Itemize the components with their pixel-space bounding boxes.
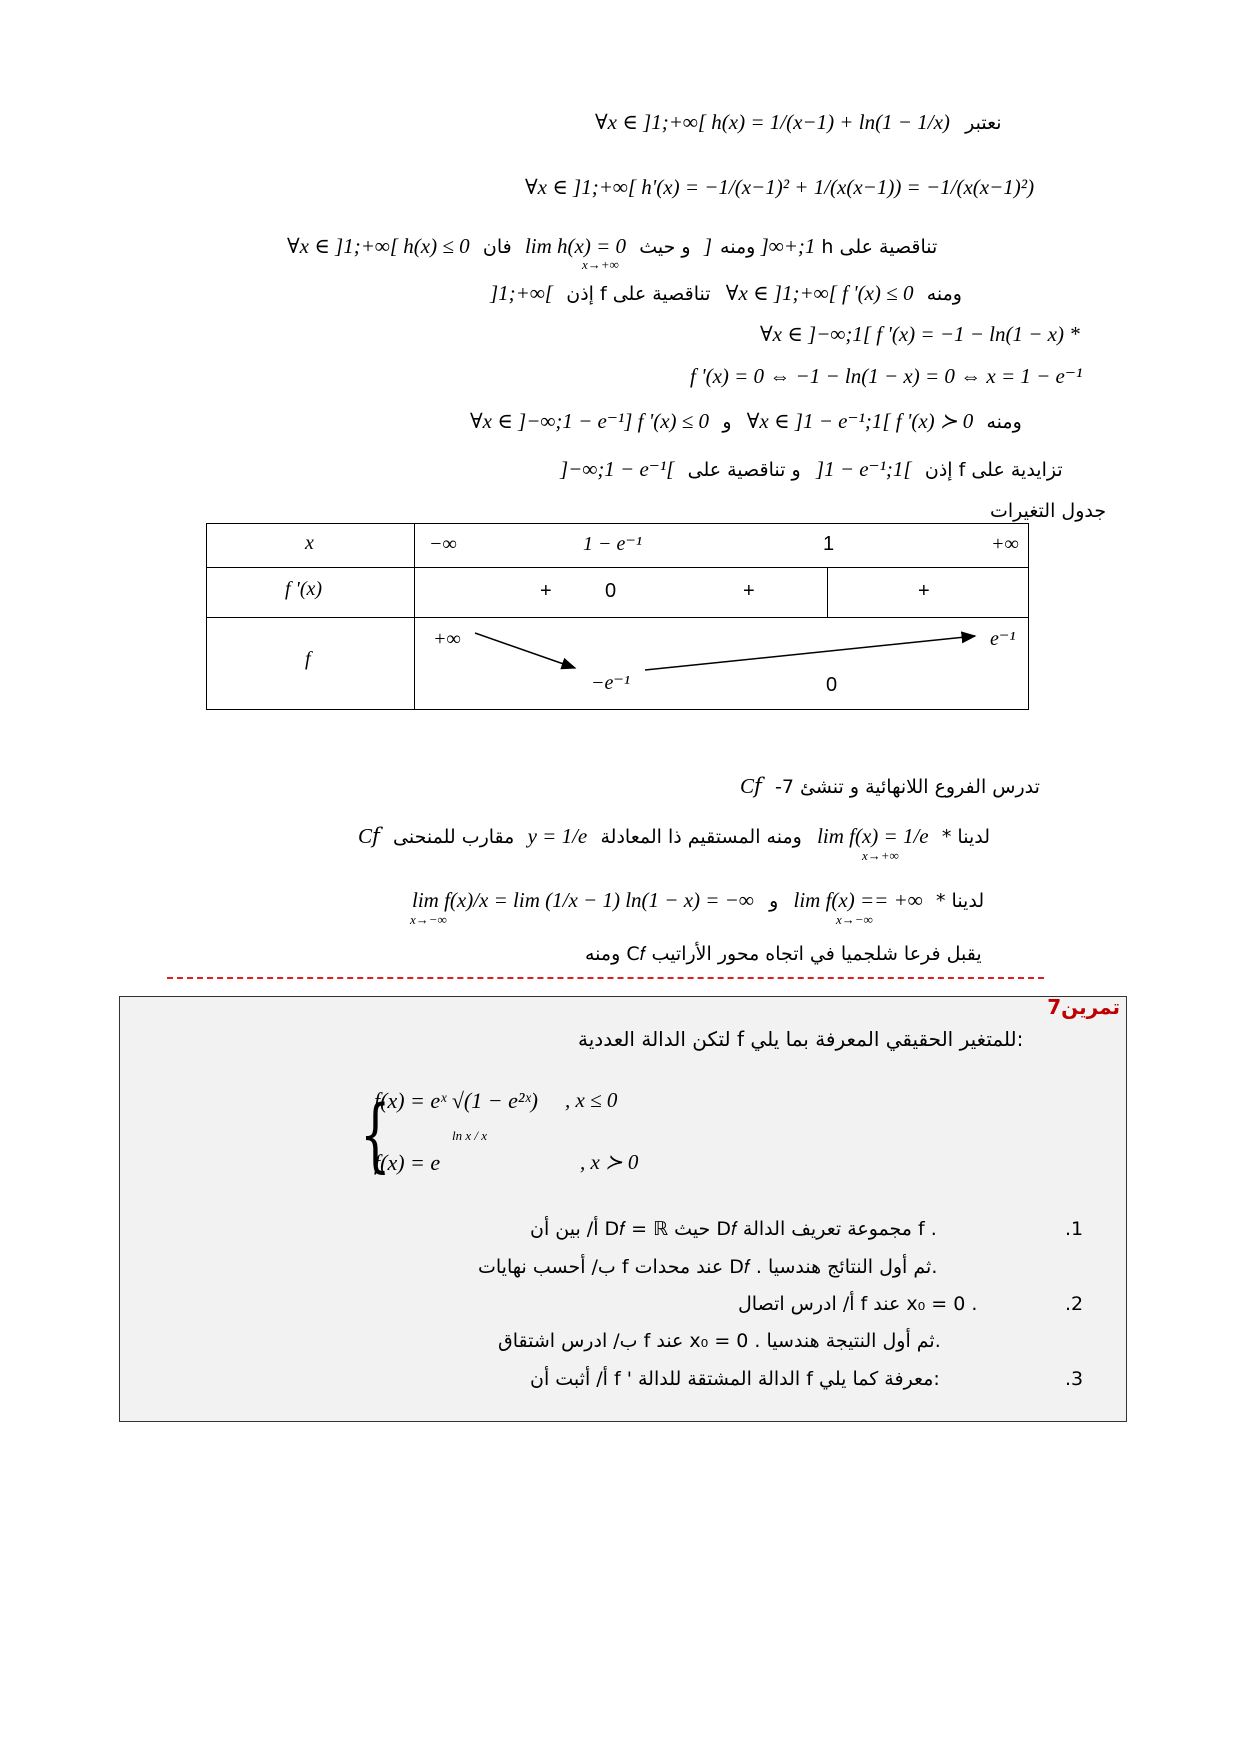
f-prime-positive-interval: ∀x ∈ ]1 − e⁻¹;1[ f '(x) ≻ 0 (746, 409, 974, 433)
curve-cf: C𝑓 (740, 774, 762, 798)
fprime-label: f '(x) (285, 578, 323, 600)
dashed-separator (167, 977, 1044, 979)
asymptote-line (358, 822, 990, 851)
interval-1-inf: ]1;+∞[ (703, 234, 816, 258)
asymptote-we-have: * لدينا (941, 826, 990, 848)
f-label: f (305, 648, 311, 670)
case2-exponent: ln x / x (452, 1128, 488, 1143)
asymptote-mid: ومنه المستقيم ذا المعادلة (600, 826, 802, 848)
f-prime-negative-interval: ∀x ∈ ]−∞;1 − e⁻¹] f '(x) ≤ 0 (470, 409, 710, 433)
x-value-critical: 1 − e⁻¹ (583, 533, 642, 555)
case2-condition: , x ≻ 0 (580, 1150, 639, 1174)
question-1a-number: .1 (1065, 1218, 1084, 1240)
limit-minus-inf-sub: x→−∞ (836, 912, 873, 927)
section7-title (740, 772, 1040, 801)
f-prime-nonpositive: ∀x ∈ ]1;+∞[ f '(x) ≤ 0 (725, 281, 914, 305)
arabic-then: فان (482, 236, 512, 258)
derivation-line-7 (470, 407, 1022, 436)
case2-formula: f(x) = e (374, 1150, 441, 1175)
derivation-line-2 (525, 173, 1034, 201)
piecewise-definition (360, 1080, 680, 1190)
variation-table (206, 523, 1029, 710)
derivation-line-5 (760, 320, 1080, 348)
interval-decreasing: ]−∞;1 − e⁻¹[ (560, 457, 675, 481)
limit-ratio-sub: x→−∞ (410, 912, 447, 927)
parabolic-and: و (769, 890, 779, 912)
question-1a: أ/ بين أن D𝑓 = ℝ حيث D𝑓 مجموعة تعريف الدالة f . (530, 1218, 937, 1240)
variation-arrows (415, 618, 1235, 710)
question-2a-number: .2 (1065, 1293, 1084, 1315)
x-value-plus-inf: +∞ (991, 533, 1019, 555)
sign-plus-2: + (743, 580, 755, 602)
h-definition: ∀x ∈ ]1;+∞[ h(x) = 1/(x−1) + ln(1 − 1/x) (595, 110, 950, 134)
interval-increasing: ]1 − e⁻¹;1[ (815, 457, 912, 481)
arabic-we-consider: نعتبر (965, 112, 1002, 134)
sign-plus-3: + (918, 580, 930, 602)
increasing-arrow (645, 636, 975, 670)
x-value-minus-inf: −∞ (429, 533, 457, 555)
parabolic-conclusion: ومنه C𝑓 يقبل فرعا شلجميا في اتجاه محور الأراتيب (585, 943, 982, 965)
f-label-cell (207, 618, 415, 710)
arabic-h-decreasing: ومنه h تناقصية على (720, 236, 938, 258)
h-nonpositive: ∀x ∈ ]1;+∞[ h(x) ≤ 0 (287, 234, 470, 258)
x-label: x (305, 532, 314, 554)
derivation-line-4 (490, 279, 962, 308)
asymptote-tail: مقارب للمنحنى (393, 826, 515, 848)
sign-cell-left (415, 568, 828, 618)
f-prime-zero: f '(x) = 0 ⇔ −1 − ln(1 − x) = 0 ⇔ x = 1 − e⁻¹ (690, 364, 1083, 388)
derivation-line-1 (595, 108, 1002, 137)
question-2b: ب/ ادرس اشتقاق f عند x₀ = 0 . ثم أول النتيجة هندسيا. (498, 1330, 941, 1352)
variation-cell (415, 618, 1029, 710)
h-limit: lim h(x) = 0 (524, 234, 626, 258)
f-value-zero: 0 (826, 674, 838, 696)
exercise-box (119, 996, 1127, 1422)
arabic-and-since: و حيث (639, 236, 691, 258)
h-prime-formula: ∀x ∈ ]1;+∞[ h'(x) = −1/(x−1)² + 1/(x(x−1)) = −1/(x(x−1)²) (525, 175, 1035, 199)
left-brace: { (360, 1088, 391, 1181)
exercise-intro: لتكن الدالة العددية f للمتغير الحقيقي المعرفة بما يلي: (578, 1027, 1024, 1051)
arabic-hence: ومنه (926, 283, 962, 305)
question-1b: ب/ أحسب نهايات f عند محدات D𝑓 . ثم أول النتائج هندسيا. (478, 1256, 938, 1278)
decreasing-arrow (475, 633, 575, 668)
arabic-hence-2: ومنه (986, 411, 1022, 433)
x-value-one: 1 (823, 533, 835, 555)
sign-cell-right (828, 568, 1029, 618)
limit-ratio: lim f(x)/x = lim (1/x − 1) ln(1 − x) = −∞ (412, 888, 754, 912)
limit-plus-inf: lim f(x) = 1/e (817, 824, 929, 848)
derivation-line-6 (690, 362, 1082, 390)
f-prime-left: ∀x ∈ ]−∞;1[ f '(x) = −1 − ln(1 − x) * (760, 322, 1080, 346)
x-values-cell (415, 524, 1029, 568)
derivation-line-8 (560, 455, 1063, 484)
sign-zero: 0 (605, 580, 617, 602)
parabolic-line (412, 886, 984, 915)
arabic-f-decreasing: إذن f تناقصية على (566, 283, 711, 305)
question-3a: أ/ أثبت أن f ' الدالة المشتقة للدالة f معرفة كما يلي: (530, 1368, 940, 1390)
arabic-f-increasing: إذن f تزايدية على (924, 459, 1063, 481)
limit-plus-inf-sub: x→+∞ (862, 848, 899, 863)
interval-1-inf-b: ]1;+∞[ (490, 281, 553, 305)
case1-condition: , x ≤ 0 (565, 1088, 618, 1112)
asymptote-cf: C𝑓 (358, 824, 380, 848)
section7-arabic: -7 تدرس الفروع اللانهائية و تنشئ (775, 776, 1040, 798)
limit-subscript: x→+∞ (582, 257, 619, 272)
limit-minus-inf: lim f(x) == +∞ (793, 888, 923, 912)
arabic-and-decreasing: و تناقصية على (687, 459, 801, 481)
parabolic-we-have: * لدينا (935, 890, 985, 912)
arabic-and: و (722, 411, 732, 433)
fprime-label-cell (207, 568, 415, 618)
f-value-min: −e⁻¹ (591, 672, 630, 694)
exercise-title: تمرين7 (1047, 995, 1120, 1019)
sign-plus-1: + (540, 580, 552, 602)
x-label-cell (207, 524, 415, 568)
f-value-plus-inf: +∞ (433, 628, 461, 650)
question-2a: أ/ ادرس اتصال f عند x₀ = 0 . (738, 1293, 978, 1315)
asymptote-equation: y = 1/e (527, 824, 588, 848)
case1-formula: f(x) = eˣ √(1 − e²ˣ) (374, 1088, 538, 1113)
f-value-right: e⁻¹ (990, 628, 1016, 650)
table-caption: جدول التغيرات (990, 500, 1107, 522)
question-3a-number: .3 (1065, 1368, 1084, 1390)
